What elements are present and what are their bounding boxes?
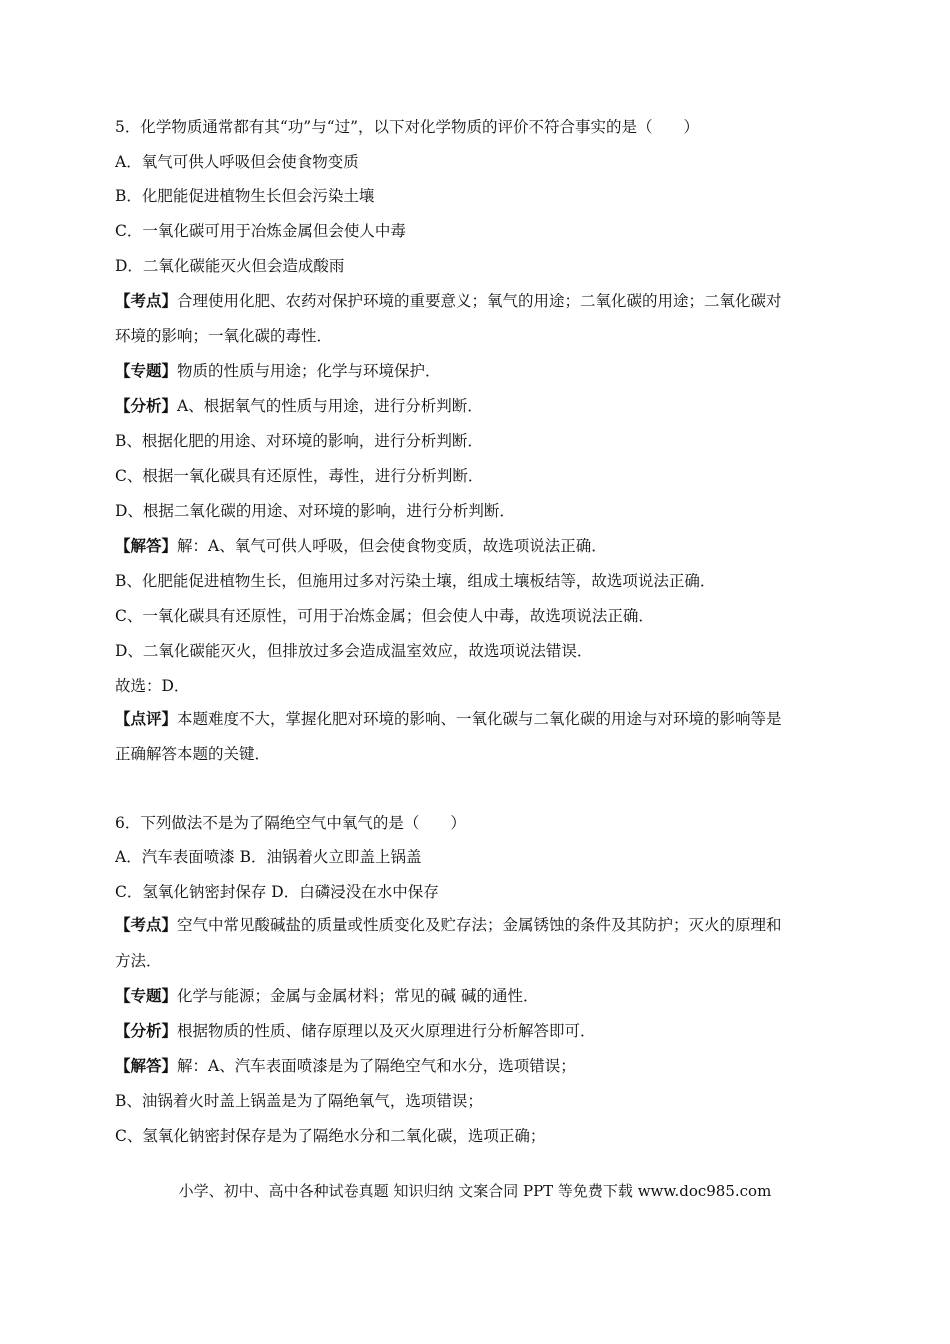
question-6-jieda — [115, 1055, 845, 1077]
question-5-zhuanti — [115, 360, 845, 382]
question-5-fenxi — [115, 395, 845, 417]
question-5-kaodian — [115, 290, 845, 312]
zhuanti-text: 物质的性质与用途；化学与环境保护． — [177, 362, 441, 380]
question-5-jieda-c: C、一氧化碳具有还原性，可用于冶炼金属；但会使人中毒，故选项说法正确． — [115, 607, 654, 625]
kaodian-tag: 【考点】 — [115, 291, 178, 310]
question-5-answer: 故选：D． — [115, 677, 190, 695]
question-6-zhuanti — [115, 985, 845, 1007]
question-5-option-a: A．氧气可供人呼吸但会使食物变质 — [115, 153, 359, 171]
question-5-option-c: C．一氧化碳可用于冶炼金属但会使人中毒 — [115, 222, 406, 240]
question-5-fenxi-d: D、根据二氧化碳的用途、对环境的影响，进行分析判断． — [115, 502, 515, 520]
dianping-text: 本题难度不大，掌握化肥对环境的影响、一氧化碳与二氧化碳的用途与对环境的影响等是 — [177, 710, 782, 728]
zhuanti-tag: 【专题】 — [115, 986, 178, 1005]
question-6-jieda-c: C、氢氧化钠密封保存是为了隔绝水分和二氧化碳，选项正确； — [115, 1127, 546, 1145]
fenxi-tag: 【分析】 — [115, 1021, 178, 1040]
question-5-fenxi-c: C、根据一氧化碳具有还原性，毒性，进行分析判断． — [115, 467, 484, 485]
question-5-jieda — [115, 535, 845, 557]
question-5-stem: 5．化学物质通常都有其“功”与“过”，以下对化学物质的评价不符合事实的是（ ） — [115, 118, 700, 136]
question-6-fenxi — [115, 1020, 845, 1042]
question-5-dianping — [115, 708, 845, 730]
question-5-option-d: D．二氧化碳能灭火但会造成酸雨 — [115, 257, 345, 275]
dianping-tag: 【点评】 — [115, 709, 178, 728]
question-5-jieda-d: D、二氧化碳能灭火，但排放过多会造成温室效应，故选项说法错误． — [115, 642, 593, 660]
fenxi-text: 根据物质的性质、储存原理以及灭火原理进行分析解答即可． — [177, 1022, 596, 1040]
question-6-kaodian-cont: 方法． — [115, 952, 162, 970]
question-5-fenxi-b: B、根据化肥的用途、对环境的影响，进行分析判断． — [115, 432, 483, 450]
page-footer: 小学、初中、高中各种试卷真题 知识归纳 文案合同 PPT 等免费下载 www.doc985.com — [178, 1182, 772, 1200]
zhuanti-tag: 【专题】 — [115, 361, 178, 380]
jieda-text: 解：A、汽车表面喷漆是为了隔绝空气和水分，选项错误； — [177, 1057, 576, 1075]
question-5-jieda-b: B、化肥能促进植物生长，但施用过多对污染土壤，组成土壤板结等，故选项说法正确． — [115, 572, 716, 590]
jieda-tag: 【解答】 — [115, 1056, 178, 1075]
question-6-jieda-b: B、油锅着火时盖上锅盖是为了隔绝氧气，选项错误； — [115, 1092, 483, 1110]
question-5-option-b: B．化肥能促进植物生长但会污染土壤 — [115, 187, 375, 205]
question-6-options-cd: C．氢氧化钠密封保存 D．白磷浸没在水中保存 — [115, 883, 439, 901]
kaodian-tag: 【考点】 — [115, 915, 178, 934]
question-5-dianping-cont: 正确解答本题的关键． — [115, 745, 271, 763]
question-6-options-ab: A．汽车表面喷漆 B．油锅着火立即盖上锅盖 — [115, 848, 422, 866]
kaodian-text: 合理使用化肥、农药对保护环境的重要意义；氧气的用途；二氧化碳的用途；二氧化碳对 — [177, 292, 782, 310]
question-6-stem: 6．下列做法不是为了隔绝空气中氧气的是（ ） — [115, 814, 466, 832]
kaodian-text: 空气中常见酸碱盐的质量或性质变化及贮存法；金属锈蚀的条件及其防护；灭火的原理和 — [177, 916, 782, 934]
fenxi-tag: 【分析】 — [115, 396, 178, 415]
fenxi-text: A、根据氧气的性质与用途，进行分析判断． — [177, 397, 483, 415]
question-6-kaodian — [115, 914, 845, 936]
jieda-text: 解：A、氧气可供人呼吸，但会使食物变质，故选项说法正确． — [177, 537, 607, 555]
jieda-tag: 【解答】 — [115, 536, 178, 555]
zhuanti-text: 化学与能源；金属与金属材料；常见的碱 碱的通性． — [177, 987, 539, 1005]
question-5-kaodian-cont: 环境的影响；一氧化碳的毒性． — [115, 327, 333, 345]
